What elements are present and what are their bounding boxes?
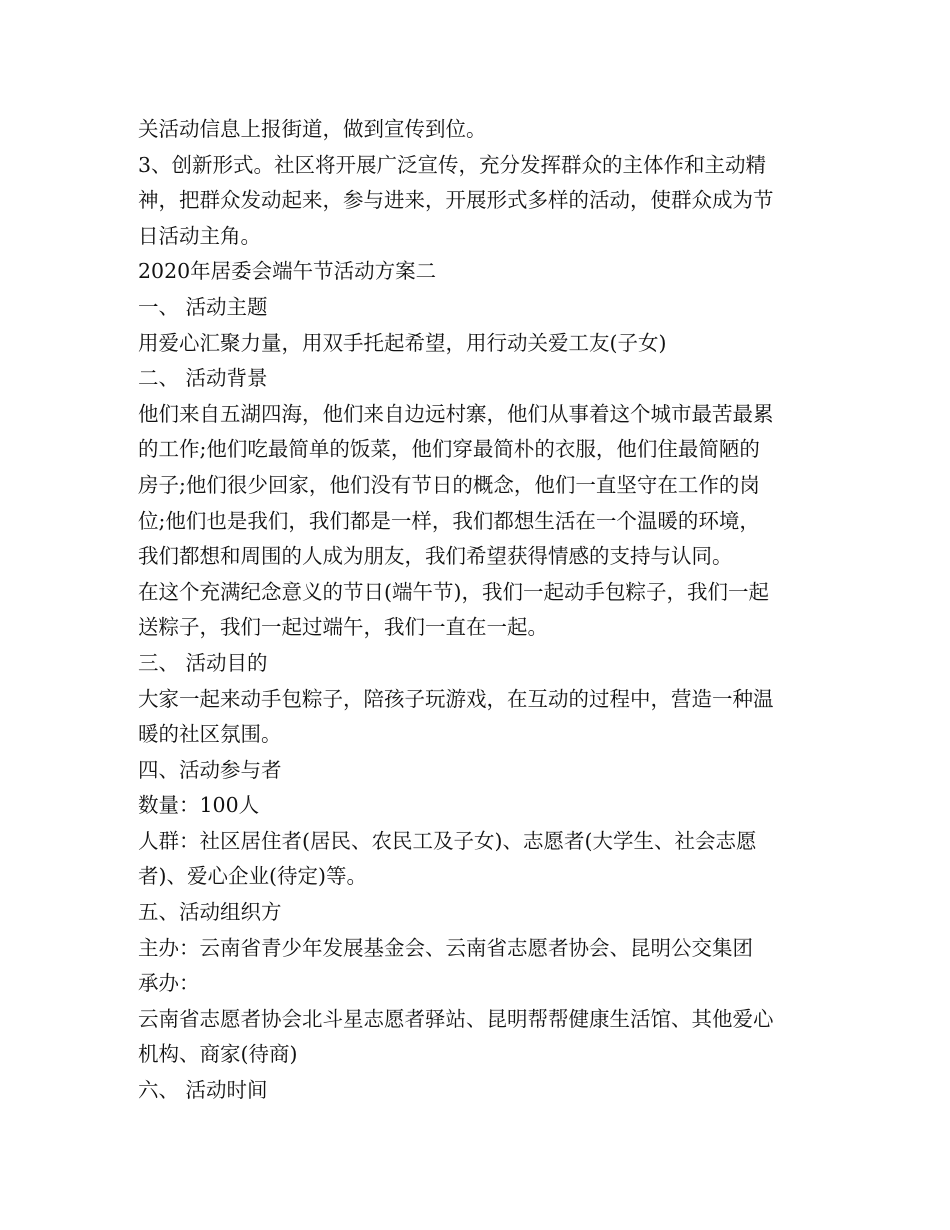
section-heading: 六、 活动时间 xyxy=(138,1078,268,1103)
section-heading: 三、 活动目的 xyxy=(138,650,268,675)
text-line: 者)、爱心企业(待定)等。 xyxy=(138,864,367,889)
text-line: 暖的社区氛围。 xyxy=(138,722,282,747)
text-line: 大家一起来动手包粽子，陪孩子玩游戏，在互动的过程中，营造一种温 xyxy=(138,686,774,711)
text-line: 送粽子，我们一起过端午，我们一直在一起。 xyxy=(138,615,548,640)
text-line: 我们都想和周围的人成为朋友，我们希望获得情感的支持与认同。 xyxy=(138,544,733,569)
text-line: 承办： xyxy=(138,971,200,996)
text-line: 关活动信息上报街道，做到宣传到位。 xyxy=(138,117,487,141)
text-line: 用爱心汇聚力量，用双手托起希望，用行动关爱工友(子女) xyxy=(138,330,667,355)
document-body xyxy=(138,112,818,1109)
text-line: 位;他们也是我们，我们都是一样，我们都想生活在一个温暖的环境， xyxy=(138,508,760,533)
text-line: 机构、商家(待商) xyxy=(138,1042,298,1067)
section-heading: 二、 活动背景 xyxy=(138,366,268,391)
text-line: 他们来自五湖四海，他们来自边远村寨，他们从事着这个城市最苦最累 xyxy=(138,401,774,426)
text-line: 人群：社区居住者(居民、农民工及子女)、志愿者(大学生、社会志愿 xyxy=(138,828,757,853)
text-line: 的工作;他们吃最简单的饭菜，他们穿最简朴的衣服，他们住最简陋的 xyxy=(138,437,760,462)
text-line: 神，把群众发动起来，参与进来，开展形式多样的活动，使群众成为节 xyxy=(138,188,774,213)
text-line: 云南省志愿者协会北斗星志愿者驿站、昆明帮帮健康生活馆、其他爱心 xyxy=(138,1006,774,1031)
text-line: 房子;他们很少回家，他们没有节日的概念，他们一直坚守在工作的岗 xyxy=(138,472,760,497)
section-heading: 一、 活动主题 xyxy=(138,294,268,319)
section-heading: 五、活动组织方 xyxy=(138,900,282,925)
section-heading: 四、活动参与者 xyxy=(138,757,282,782)
text-line: 在这个充满纪念意义的节日(端午节)，我们一起动手包粽子，我们一起 xyxy=(138,579,769,604)
section-title: 2020年居委会端午节活动方案二 xyxy=(138,259,437,284)
text-line: 日活动主角。 xyxy=(138,223,261,248)
text-line: 3、创新形式。社区将开展广泛宣传，充分发挥群众的主体作和主动精 xyxy=(138,152,767,177)
text-line: 主办：云南省青少年发展基金会、云南省志愿者协会、昆明公交集团 xyxy=(138,935,753,960)
text-line: 数量：100人 xyxy=(138,793,260,818)
